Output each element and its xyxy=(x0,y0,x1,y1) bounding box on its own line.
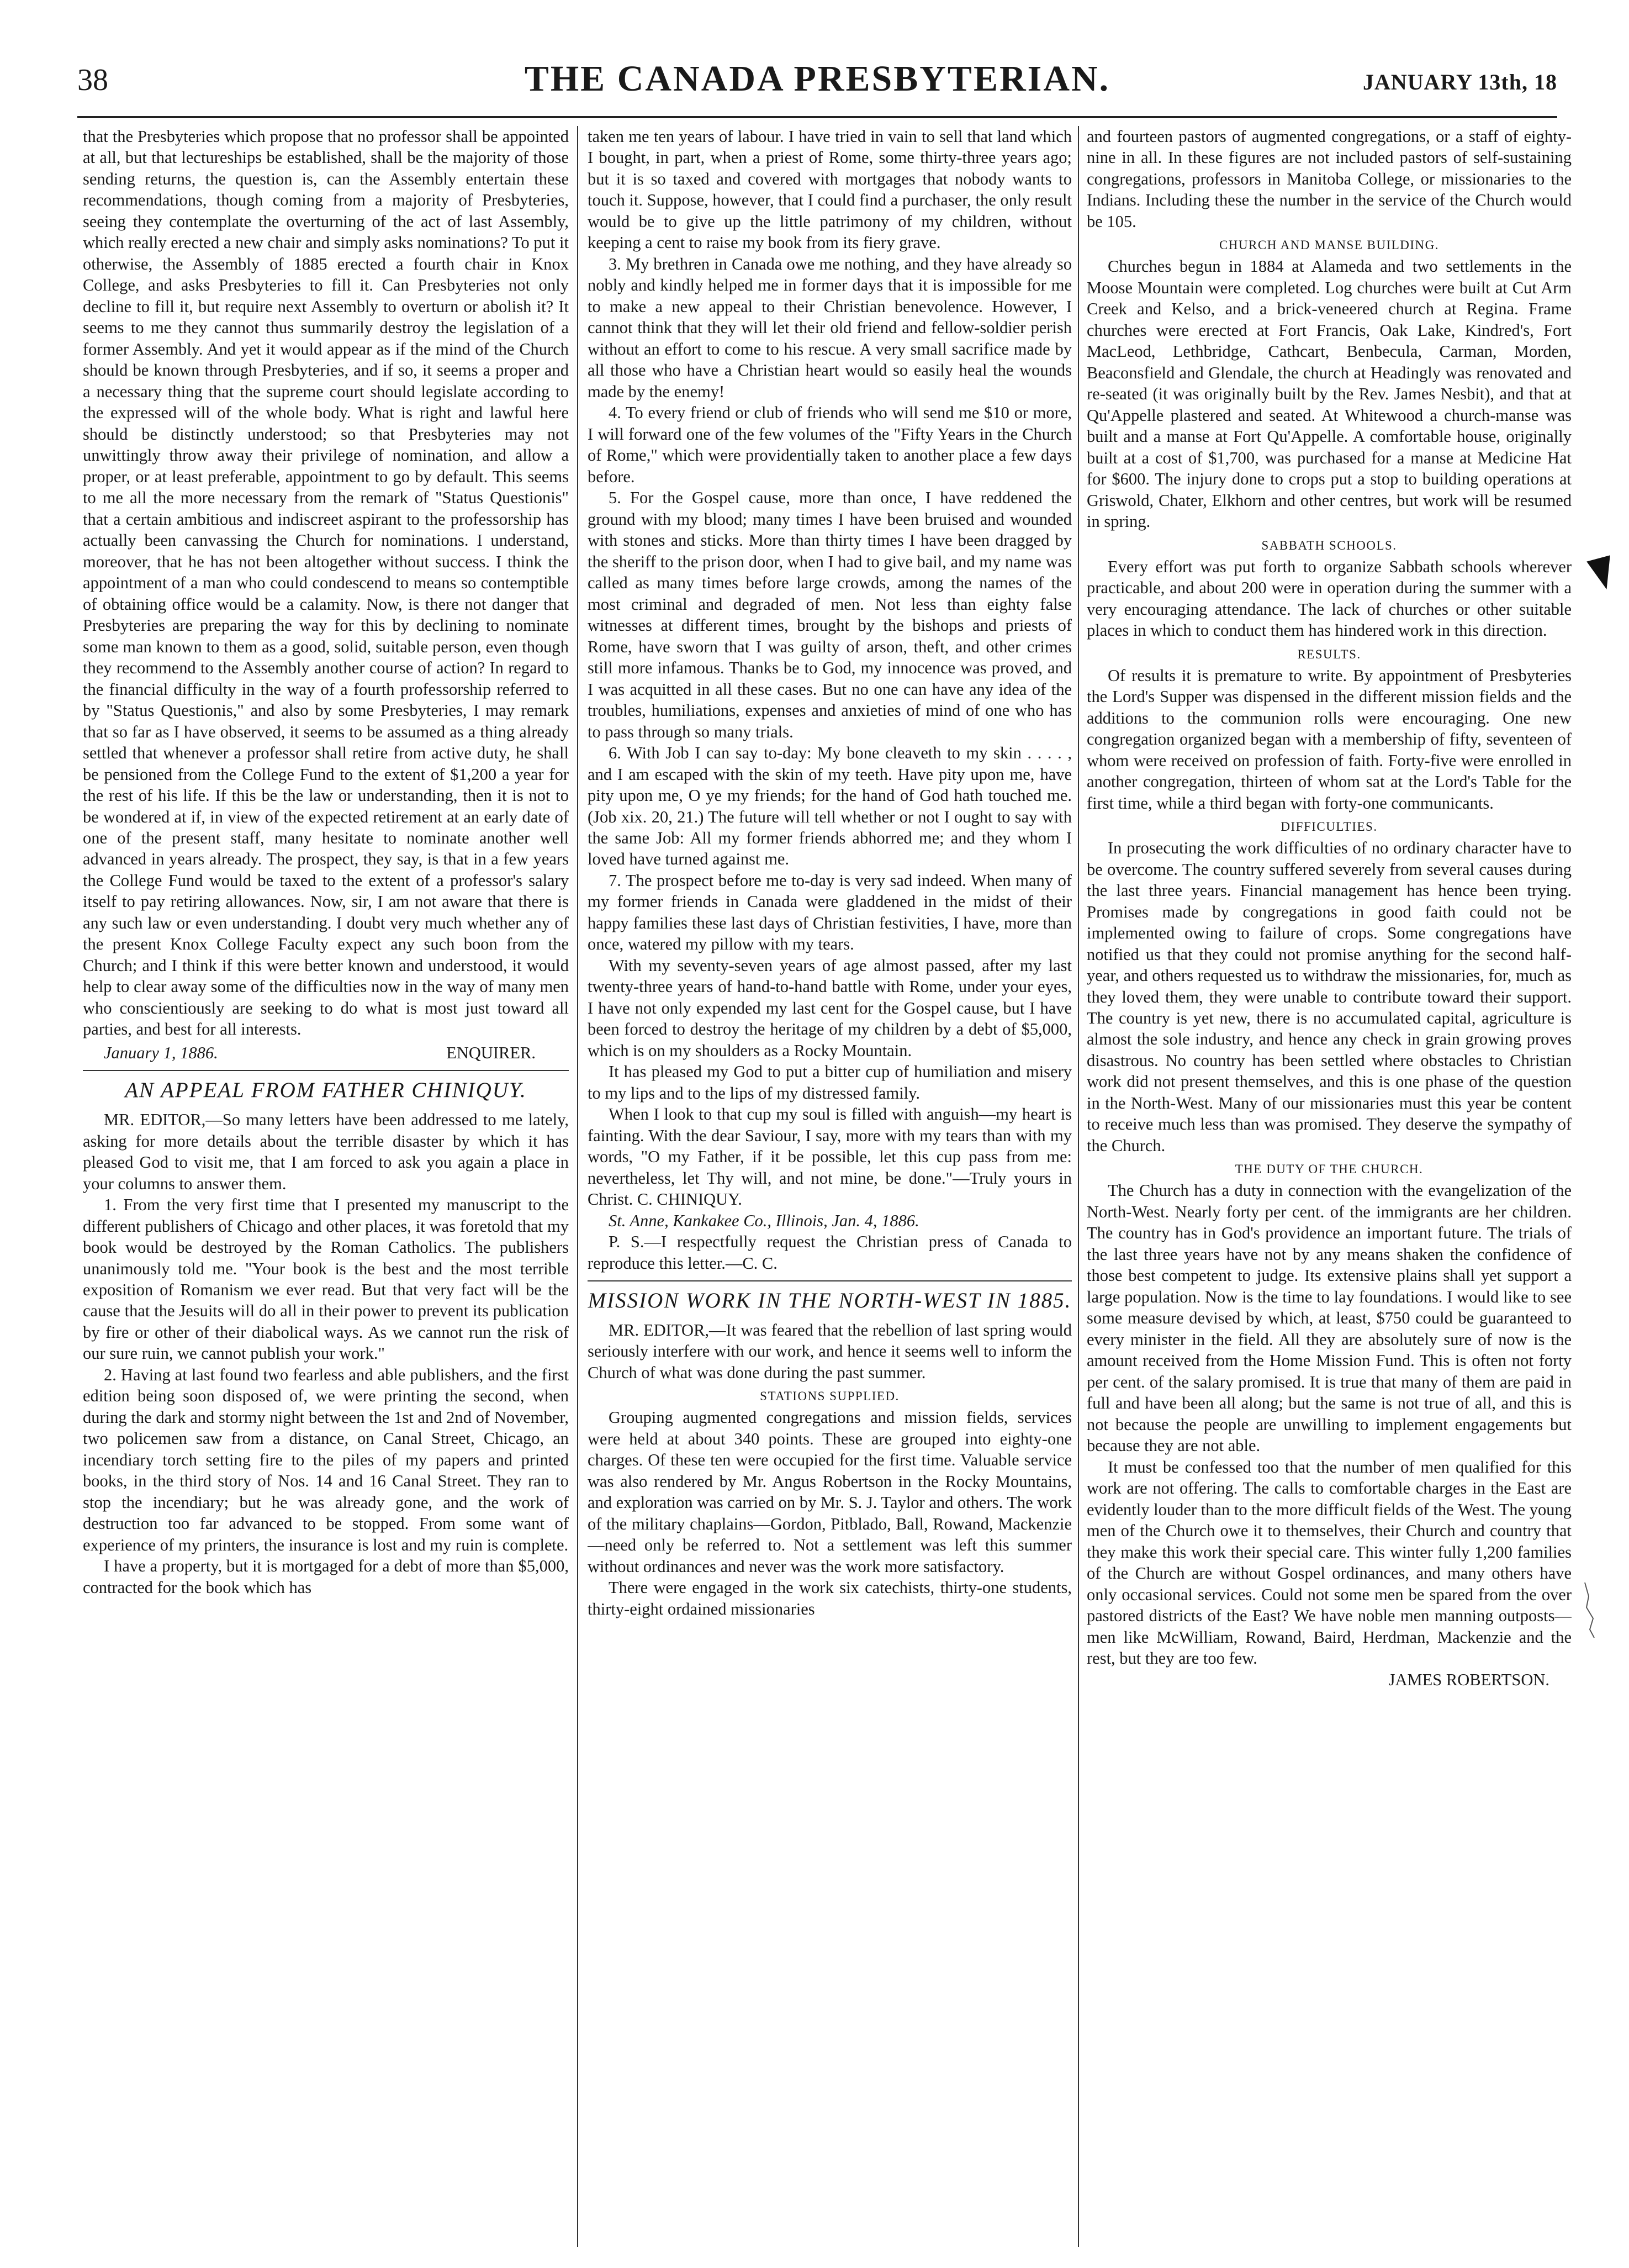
paragraph: 1. From the very first time that I presented my manuscript to the different publishers of Chicago and other places, it was foretold that my book would be destroyed by the Roman Catholics. The publishers unanimously told me. "Your book is the best and the most terrible exposition of Romanism we ever read. But that very fact will be the cause that the Jesuits will do all in their power to prevent its publication by fire or other of their diabolical ways. As we cannot run the risk of our sure ruin, we cannot publish your work." xyxy=(83,1195,569,1363)
margin-scratch-mark xyxy=(1582,1580,1599,1641)
paragraph: Every effort was put forth to organize Sabbath schools wherever practicable, and about 200 were in operation during the summer with a very encouraging attendance. The lack of churches or other suitable places in which to conduct them has hindered work in this direction. xyxy=(1087,557,1572,640)
signature-name: C. CHINIQUY. xyxy=(637,1190,742,1209)
paragraph: 5. For the Gospel cause, more than once, I have reddened the ground with my blood; many times I have been bruised and wounded with stones and sticks. More than thirty times I have been dragged by the sheriff to the prison door, when I had to give bail, and my name was called as many times before large crowds, among the names of the most criminal and degraded of men. Not less than eighty false witnesses at different times, brought by the bishops and priests of Rome, have sworn that I was guilty of arson, theft, and other crimes still more infamous. Thanks be to God, my innocence was proved, and I was acquitted in all these cases. But no one can have any idea of the troubles, humiliations, expenses and anxieties of mind of one who has to pass through so many trials. xyxy=(588,488,1072,741)
column-2 xyxy=(588,126,1072,2247)
letter-signature xyxy=(83,1042,569,1063)
article-title-chiniquy: AN APPEAL FROM FATHER CHINIQUY. xyxy=(125,1078,527,1103)
paragraph: The Church has a duty in connection with the evangelization of the North-West. Nearly forty per cent. of the immigrants are her children. The country has in God's providence an important future. The trials of the last three years have not by any means shaken the confidence of those best competent to judge. Its extensive plains shall yet support a large population. Now is the time to lay foundations. I would like to see some measure devised by which, at least, $750 could be guaranteed to every minister in the field. All they are absolutely sure of now is the amount received from the Home Mission Fund. This is often not forty per cent. of the salary promised. It is true that many of them are paid in full and have been all along; but the same is not true of all, and this is not because the people are unwilling to implement engagements but because they are not able. xyxy=(1087,1181,1572,1455)
column-divider-2 xyxy=(1078,126,1079,2247)
signature-name: ENQUIRER. xyxy=(446,1043,536,1062)
signature-name: JAMES ROBERTSON. xyxy=(1388,1670,1549,1689)
paragraph: 3. My brethren in Canada owe me nothing, and they have already so nobly and kindly helped me in former days that it is impossible for me to make a new appeal to their Christian benevolence. However, I cannot think that they will let their old friend and fellow-soldier perish without an effort to come to his rescue. A very small sacrifice made by all those who have a Christian heart would so easily heal the wounds made by the enemy! xyxy=(588,254,1072,401)
paragraph: Grouping augmented congregations and mission fields, services were held at about 340 points. These are grouped into eighty-one charges. Of these ten were occupied for the first time. Valuable service was also rendered by Mr. Angus Robertson in the Rocky Mountains, and exploration was carried on by Mr. S. J. Taylor and others. The work of the military chaplains—Gordon, Pitblado, Ball, Rowand, Mackenzie—need only be referred to. Not a settlement was left this summer without ordinances and never was the work more satisfactory. xyxy=(588,1408,1072,1576)
page-number: 38 xyxy=(77,63,108,97)
paragraph: With my seventy-seven years of age almost passed, after my last twenty-three years of hand-to-hand battle with Rome, under your eyes, I have not only expended my last cent for the Gospel cause, but I have been forced to destroy the heritage of my children by a debt of $5,000, which is on my shoulders as a Rocky Mountain. xyxy=(588,956,1072,1060)
paragraph: 4. To every friend or club of friends who will send me $10 or more, I will forward one of the few volumes of the "Fifty Years in the Church of Rome," which were providentially taken to another place a few days before. xyxy=(588,403,1072,486)
paragraph: In prosecuting the work difficulties of no ordinary character have to be overcome. The country suffered severely from several causes during the last three years. Financial management has hence been trying. Promises made by congregations in good faith could not be implemented owing to failure of crops. Some congregations have notified us that they could not promise anything for the second half-year, and others requested us to withdraw the missionaries, for, much as they loved them, they were unable to contribute toward their support. The country is yet new, there is no accumulated capital, agriculture is almost the sole industry, and hence any check in grain growing proves disastrous. No country has been settled where obstacles to Christian work did not present themselves, and this is one phase of the question in the North-West. Many of our missionaries must this year be content to receive much less than was promised. They deserve the sympathy of the Church. xyxy=(1087,838,1572,1155)
paragraph: Churches begun in 1884 at Alameda and two settlements in the Moose Mountain were completed. Log churches were built at Cut Arm Creek and Kelso, and a brick-veneered church at Regina. Frame churches were erected at Fort Francis, Oak Lake, Kindred's, Fort MacLeod, Lethbridge, Cathcart, Benbecula, Carman, Morden, Beaconsfield and Glendale, the church at Headingly was renovated and re-seated (it was originally built by the Rev. James Nesbit), and that at Qu'Appelle plastered and seated. At Whitewood a church-manse was built and a manse at Fort Qu'Appelle. A comfortable house, originally built at a cost of $1,700, was purchased for a manse at Medicine Hat for $600. The injury done to crops put a stop to building operations at Griswold, Chater, Elkhorn and other centres, but work will be resumed in spring. xyxy=(1087,257,1572,531)
subheading: DIFFICULTIES. xyxy=(1281,820,1378,834)
paragraph: I have a property, but it is mortgaged for a debt of more than $5,000, contracted for the book which has xyxy=(83,1557,569,1597)
column-3 xyxy=(1087,126,1572,2247)
paragraph: taken me ten years of labour. I have tried in vain to sell that land which I bought, in part, when a priest of Rome, some thirty-three years ago; but it is so taxed and covered with mortgages that nobody wants to touch it. Suppose, however, that I could find a purchaser, the only result would be to give up the little patrimony of my children, without keeping a cent to raise my book from its fiery grave. xyxy=(588,127,1072,252)
paragraph: Of results it is premature to write. By appointment of Presbyteries the Lord's Supper was dispensed in the different mission fields and the additions to the communion rolls were encouraging. One new congregation organized began with a membership of fifty, seventeen of whom were received on profession of faith. Forty-five were enrolled in another congregation, thirteen of whom sat at the Lord's Table for the first time, while a third began with forty-one communicants. xyxy=(1087,666,1572,813)
subheading: RESULTS. xyxy=(1297,647,1361,661)
paragraph xyxy=(588,1104,1072,1210)
article-title-mission: MISSION WORK IN THE NORTH-WEST IN 1885. xyxy=(588,1289,1072,1313)
postscript: P. S.—I respectfully request the Christian press of Canada to reproduce this letter.—C. C. xyxy=(588,1232,1072,1273)
column-divider-1 xyxy=(577,126,578,2247)
paragraph: It has pleased my God to put a bitter cup of humiliation and misery to my lips and to the lips of my distressed family. xyxy=(588,1062,1072,1103)
subheading: STATIONS SUPPLIED. xyxy=(760,1389,900,1404)
signature-date: January 1, 1886. xyxy=(104,1043,218,1062)
column-1 xyxy=(83,126,569,2247)
paragraph: 2. Having at last found two fearless and able publishers, and the first edition being soon disposed of, we were printing the second, when during the dark and stormy night between the 1st and 2nd of November, two policemen saw from a distance, on Canal Street, Chicago, an incendiary torch setting fire to the piles of my papers and printed books, in the third story of Nos. 14 and 16 Canal Street. They ran to stop the incendiary; but he was already gone, and the work of destruction too far advanced to be stopped. From some want of experience of my printers, the insurance is lost and my ruin is complete. xyxy=(83,1365,569,1554)
page-header xyxy=(77,58,1557,119)
paragraph: 6. With Job I can say to-day: My bone cleaveth to my skin . . . . , and I am escaped with the skin of my teeth. Have pity upon me, have pity upon me, O ye my friends; for the hand of God hath touched me. (Job xix. 20, 21.) The future will tell whether or not I ought to say with the same Job: All my former friends abhorred me; and they whom I loved have turned against me. xyxy=(588,743,1072,869)
masthead-title: THE CANADA PRESBYTERIAN. xyxy=(524,59,1110,99)
header-rule xyxy=(77,116,1557,118)
subheading: SABBATH SCHOOLS. xyxy=(1261,538,1397,552)
issue-date: JANUARY 13th, 18 xyxy=(1363,70,1557,94)
subheading: THE DUTY OF THE CHURCH. xyxy=(1235,1162,1424,1177)
article-continuation: that the Presbyteries which propose that no professor shall be appointed at all, but that lectureships be established, shall be the majority of those sending returns, the question is, can the Assembly entertain these recommendations, though coming from a majority of Presbyteries, seeing they contemplate the overturning of the act of last Assembly, which really erected a new chair and simply asks nominations? To put it otherwise, the Assembly of 1885 erected a fourth chair in Knox College, and asks Presbyteries to fill it. Can Presbyteries not only decline to fill it, but require next Assembly to overturn or abolish it? It seems to me they cannot thus summarily destroy the legislation of a former Assembly. And yet it would appear as if the mind of the Church should be known through Presbyteries, and if so, it seems a proper and a necessary thing that the supreme court should legislate according to the expressed will of the whole body. What is right and lawful here should be distinctly understood; so that Presbyteries may not unwittingly throw away their privilege of nomination, and allow a proper, or at least preferable, appointment to go by default. This seems to me all the more necessary from the remark of "Status Questionis" that a certain ambitious and indiscreet aspirant to the professorship has actually been canvassing the Church for nominations. I understand, moreover, that he has not been altogether without success. I think the appointment of a man who could condescend to means so contemptible of obtaining office would be a calamity. Now, is there not danger that Presbyteries are preparing the way for this by declining to nominate some man known to them as a good, solid, suitable person, even though they recommend to the Assembly another course of action? In regard to the financial difficulty in the way of a fourth professorship referred to by "Status Questionis," and also by some Presbyteries, I may remark that so far as I have observed, it seems to be assumed as a thing already settled that whenever a professor shall retire from active duty, he shall be pensioned from the College Fund to the extent of $1,200 a year for the rest of his life. If this be the law or understanding, then it is not to be wondered at if, in view of the expected retirement at an early date of one of the present staff, many hesitate to nominate another well advanced in years already. The prospect, they say, is that in a few years the College Fund would be taxed to the extent of a professor's salary itself to pay retiring allowances. Now, sir, I am not aware that there is any such law or even understanding. I doubt very much whether any of the present Knox College Faculty expect any such boon from the Church; and I think if this were better known and understood, it would help to clear away some of the difficulties now in the way of many men who conscientiously are seeking to do what is most just toward all parties, and best for all interests. xyxy=(83,127,569,1039)
letter-place-date: St. Anne, Kankakee Co., Illinois, Jan. 4, 1886. xyxy=(609,1211,919,1230)
paragraph-text: When I look to that cup my soul is filled with anguish—my heart is fainting. With the dear Saviour, I say, more with my tears than with my words, "O my Father, if it be possible, let this cup pass from me: nevertheless, let Thy will, and not mine, be done."—Truly yours in Christ. xyxy=(588,1105,1072,1209)
subheading: CHURCH AND MANSE BUILDING. xyxy=(1219,238,1440,252)
paragraph: It must be confessed too that the number of men qualified for this work are not offering. The calls to comfortable charges in the East are evidently louder than to the more difficult fields of the West. The young men of the Church owe it to themselves, their Church and country that they make this work their special care. This winter fully 1,200 families of the Church are without Gospel ordinances, and many others have only occasional services. Could not some men be spared from the over pastored districts of the East? We have noble men manning outposts—men like McWilliam, Rowand, Baird, Herdman, Mackenzie and the rest, but they are too few. xyxy=(1087,1457,1572,1668)
paragraph: and fourteen pastors of augmented congregations, or a staff of eighty-nine in all. In these figures are not included pastors of self-sustaining congregations, professors in Manitoba College, or missionaries to the Indians. Including these the number in the service of the Church would be 105. xyxy=(1087,127,1572,231)
paragraph: There were engaged in the work six catechists, thirty-one students, thirty-eight ordained missionaries xyxy=(588,1578,1072,1618)
paragraph: MR. EDITOR,—It was feared that the rebellion of last spring would seriously interfere with our work, and hence it seems well to inform the Church of what was done during the past summer. xyxy=(588,1320,1072,1382)
margin-arrow-mark xyxy=(1586,555,1619,592)
article-separator xyxy=(588,1280,1072,1281)
paragraph: MR. EDITOR,—So many letters have been addressed to me lately, asking for more details about the terrible disaster by which it has pleased God to visit me, that I am forced to ask you again a place in your columns to answer them. xyxy=(83,1110,569,1193)
article-separator xyxy=(83,1070,569,1071)
paragraph: 7. The prospect before me to-day is very sad indeed. When many of my former friends in Canada were gladdened in the midst of their happy families these last days of Christian festivities, I have, more than once, watered my pillow with my tears. xyxy=(588,871,1072,954)
